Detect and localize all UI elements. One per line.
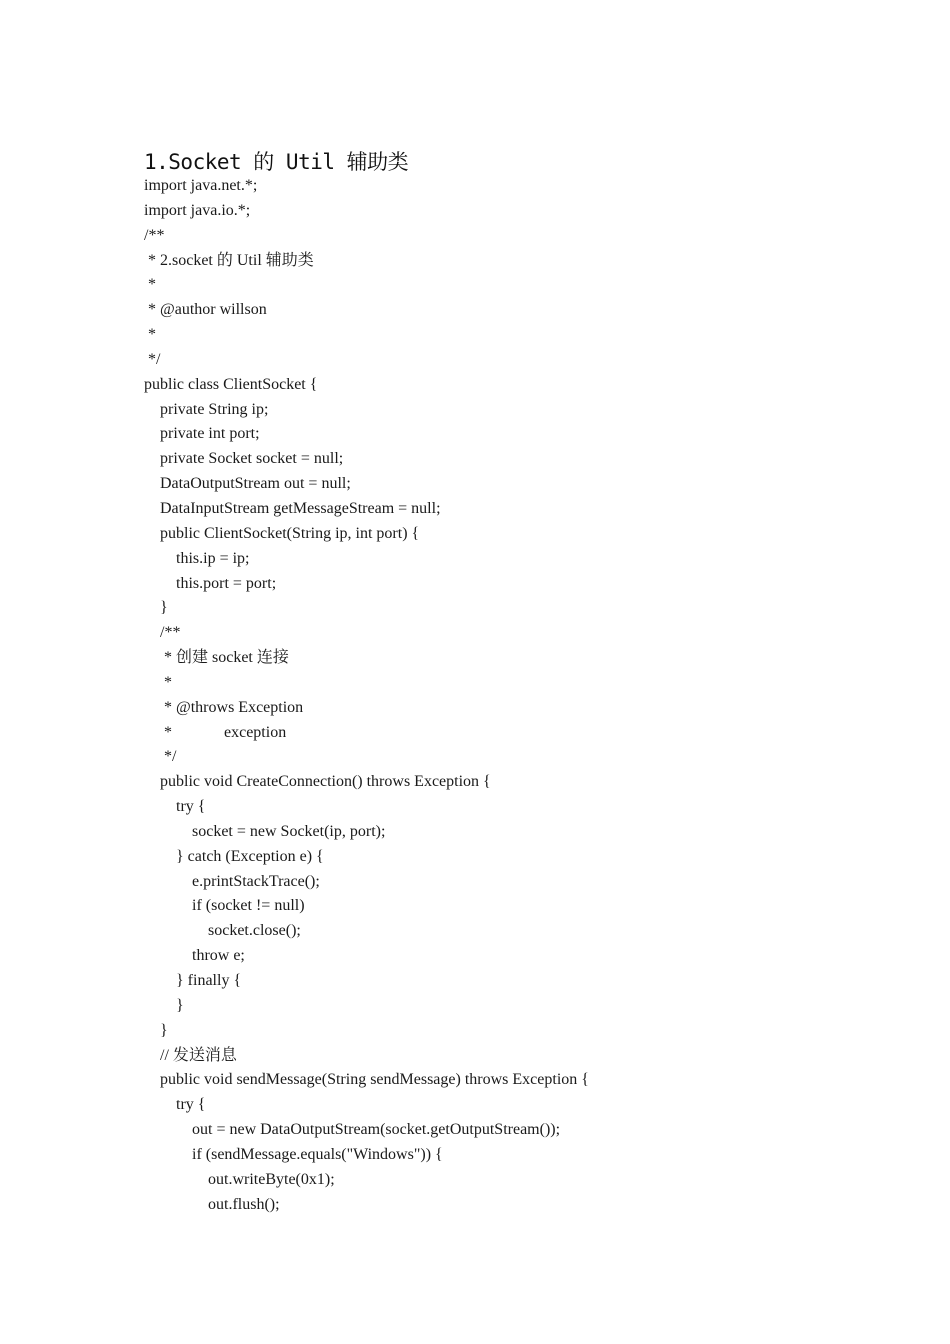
code-line: // 发送消息	[144, 1046, 237, 1064]
code-line: */	[144, 350, 161, 368]
code-line: if (socket != null)	[144, 897, 305, 915]
code-line: }	[144, 996, 184, 1014]
code-line: out.flush();	[144, 1195, 280, 1213]
code-line: */	[144, 748, 177, 766]
code-line: private Socket socket = null;	[144, 450, 344, 468]
code-line: this.port = port;	[144, 574, 277, 592]
code-line: import java.io.*;	[144, 201, 251, 219]
code-listing	[144, 174, 844, 1217]
code-line: try {	[144, 1096, 206, 1114]
code-line: * @throws Exception	[144, 698, 304, 716]
code-line: out.writeByte(0x1);	[144, 1170, 335, 1188]
code-line: out = new DataOutputStream(socket.getOutputStream());	[144, 1121, 561, 1139]
code-line: }	[144, 599, 168, 617]
code-line: }	[144, 1021, 168, 1039]
code-line: } finally {	[144, 972, 242, 989]
code-line: public ClientSocket(String ip, int port) {	[144, 524, 420, 542]
code-line: DataOutputStream out = null;	[144, 475, 351, 493]
code-line: public class ClientSocket {	[144, 375, 318, 393]
code-line: private int port;	[144, 425, 260, 443]
code-line: throw e;	[144, 947, 245, 965]
code-line: public void CreateConnection() throws Exception {	[144, 773, 491, 791]
code-line: socket.close();	[144, 922, 301, 940]
code-line: } catch (Exception e) {	[144, 847, 324, 865]
code-line: * @author willson	[144, 301, 267, 319]
code-line: this.ip = ip;	[144, 549, 250, 567]
code-line: /**	[144, 226, 165, 244]
code-line: import java.net.*;	[144, 177, 258, 194]
code-line: * 2.socket 的 Util 辅助类	[144, 251, 314, 269]
code-line: *	[144, 326, 156, 344]
code-line: DataInputStream getMessageStream = null;	[144, 499, 441, 517]
code-line: * 创建 socket 连接	[144, 649, 289, 667]
code-line: *	[144, 673, 172, 691]
code-line: *	[144, 276, 156, 294]
code-line: /**	[144, 624, 181, 642]
code-line: * exception	[144, 723, 287, 741]
code-line: try {	[144, 798, 206, 816]
code-line: if (sendMessage.equals("Windows")) {	[144, 1145, 443, 1163]
code-line: e.printStackTrace();	[144, 872, 320, 890]
code-line: socket = new Socket(ip, port);	[144, 822, 386, 840]
code-line: private String ip;	[144, 400, 269, 418]
code-line: public void sendMessage(String sendMessage) throws Exception {	[144, 1071, 589, 1089]
section-heading: 1.Socket 的 Util 辅助类	[144, 150, 409, 174]
